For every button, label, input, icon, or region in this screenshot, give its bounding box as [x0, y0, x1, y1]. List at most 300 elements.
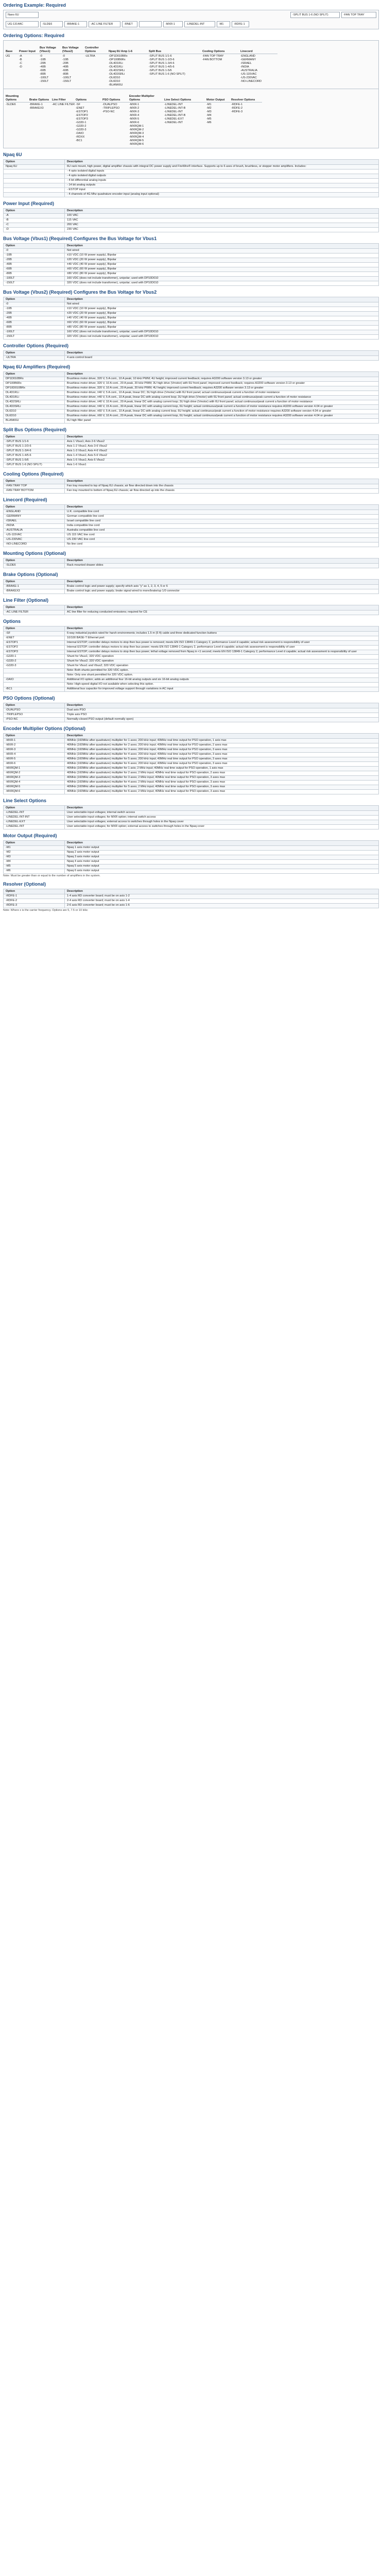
option-description: Fan tray mounted to bottom of Npaq 6U chassis; air flow directed up into the chassis [65, 489, 379, 494]
ordering-column-item: -DL4D3SRLi [109, 73, 125, 76]
option-code: -MXRQM-6 [4, 790, 65, 794]
option-code: -SPLIT BUS 1-5/6 [4, 459, 65, 463]
table-row [4, 454, 379, 459]
ordering-column-item: -DL4D2SRLi [109, 69, 125, 72]
ordering-column-item: -DP1D010BRx [109, 55, 128, 58]
ordering-column-item: -FAN BOTTOM [202, 58, 222, 61]
npaq-table [3, 159, 379, 197]
table-row [4, 739, 379, 743]
code-box-series: Nano 6U [6, 12, 39, 18]
cooling-title: Cooling Options (Required) [3, 471, 64, 477]
ordering-column-item: -MXR-5 [129, 117, 140, 121]
table-row [4, 748, 379, 753]
option-code: -INDIA [4, 524, 65, 529]
option-code: -0 [4, 249, 65, 253]
table-header-desc: Description [65, 580, 379, 585]
ordering-column-item: -MXR-2 [129, 107, 140, 110]
option-description: 6U rack mount, high power, digital amplifier chassis with integral DC power supply and FireWire® interface. Supports up to 6 axes of brush, brushless, or stepper motor amplifiers. Includes: [65, 165, 379, 170]
ordering-column-item: -ENET [76, 107, 84, 110]
ordering-column-item: -M2 [206, 107, 212, 110]
code-box: -M1 [217, 21, 230, 27]
table-row [4, 307, 379, 312]
ordering-column [52, 90, 76, 146]
ordering-column-item: -SPLIT BUS 1-6 (NO SPLIT) [149, 73, 185, 76]
table-header-desc: Description [65, 372, 379, 377]
option-description: 40MHz (160MHz after quadrature) multiplier for 3 axes; 200 kHz input; 40MHz real time output for PSO operation, 3 axes max [65, 748, 379, 753]
option-description: Shunt for Vbus2; 320 VDC operation [65, 659, 379, 664]
power-input-table [3, 208, 379, 232]
option-code: -FAN TRAY BOTTOM [4, 489, 65, 494]
ordering-column-item: -G320-2 [76, 125, 86, 128]
option-description: Axis 1-5 Vbus1; Axis 6 Vbus2 [65, 459, 379, 463]
ordering-column-item: -150LT [40, 80, 49, 83]
ordering-column-item: -M4 [206, 114, 212, 117]
ordering-column-item: -BLANK6U [109, 83, 123, 87]
ordering-column-item: -M6 [206, 121, 212, 124]
table-header-option: Option [4, 351, 65, 356]
option-code: DL4D3SRLi [4, 405, 65, 410]
ordering-column-item: -LINEDEL-INT-B [164, 114, 186, 117]
ordering-column-item: -B [19, 58, 22, 61]
code-box: UG-1314AC [6, 21, 39, 27]
table-row [4, 673, 379, 678]
ordering-column-item: -MXRQM-5 [129, 139, 144, 142]
option-description: AC line filter for reducing conducted emissions; required for CE [65, 611, 379, 615]
option-description: - 4 opto isolated digital outputs [65, 174, 379, 179]
ordering-column [206, 90, 231, 146]
table-row [4, 767, 379, 771]
ordering-column-item: -40B [62, 65, 68, 69]
table-row [4, 228, 379, 232]
table-row [4, 302, 379, 307]
option-description: 40MHz (160MHz after quadrature) multiplier for 5 axes; 2 MHz input; 40MHz real time output for PSO operation, 3 axes max [65, 785, 379, 790]
mounting-table [3, 558, 379, 568]
table-header-option: Option [4, 580, 65, 585]
option-description: ±40 VDC (40 W power supply), Bipolar [65, 263, 379, 267]
ordering-column [240, 42, 277, 87]
table-row [4, 258, 379, 263]
option-code: -A [4, 214, 65, 218]
ordering-column-item: -G320-1 [76, 121, 86, 124]
ordering-column-item: -GERMANY [240, 58, 256, 61]
table-header-desc: Description [65, 351, 379, 356]
table-row [4, 445, 379, 449]
ordering-column-head: Cooling Options [202, 49, 225, 53]
ordering-column [102, 90, 129, 146]
ordering-column-item: -ESTOP3 [76, 117, 88, 121]
ordering-column [62, 42, 85, 87]
table-row [4, 790, 379, 794]
ordering-column-head: Power Input [19, 49, 36, 53]
table-row [4, 183, 379, 188]
ordering-column-item: -ISRAEL [240, 62, 252, 65]
code-box: -BRAKE-1 [64, 21, 87, 27]
ordering-column-item: -10B [40, 58, 46, 61]
section-note: Note: Where x is the carrier frequency. Options are 5, 7.5 or 10 kHz. [3, 908, 89, 912]
table-row [4, 664, 379, 669]
option-description: ±20 VDC (20 W power supply), Bipolar [65, 258, 379, 263]
ordering-column-item: -D [19, 65, 22, 69]
ordering-column-head: Controller Options [85, 46, 99, 53]
cooling-section [3, 471, 379, 494]
option-description: Npaq 3 axis motor output [65, 855, 379, 860]
option-description: Brushless motor driver, 320 V, 5 A cont., 10 A peak; 10 kHz PWM; 4U height; improved current feedback; requires A3200 software version 3.13 or greater [65, 377, 379, 382]
table-row [4, 223, 379, 228]
table-row [4, 683, 379, 687]
option-code: -M6 [4, 869, 65, 874]
option-description: User selectable input voltages; internal switch access [65, 811, 379, 816]
ordering-column-head: Npaq 6U Amp 1-6 [109, 49, 133, 53]
option-description: Normally-closed PSO output (default normally open) [65, 718, 379, 722]
ordering-column-head: Linecord [240, 49, 253, 53]
ordering-example-title: Ordering Example: Required [3, 3, 66, 8]
ordering-column-item: -20B [62, 62, 68, 65]
table-row [4, 785, 379, 790]
option-description: Brushless motor driver, ±60 V, 5 A cont., 10 A peak, linear DC with analog current loop, 6U height; actual continuous/peak current a function of motor resistance requires A3200 software version 4.04 or greater [65, 410, 379, 414]
table-row [4, 650, 379, 655]
table-row [4, 899, 379, 903]
ordering-options-grid-2 [4, 89, 378, 148]
ordering-column-head: Mounting Options [6, 95, 19, 101]
ordering-column-head: Base [6, 49, 13, 53]
option-description: - 4 opto isolated digital inputs [65, 170, 379, 174]
table-row [4, 816, 379, 820]
ordering-example-code-row [4, 20, 378, 29]
option-description: User selectable input voltages; for MXR option; external access to switches through holes in the Npaq cover [65, 825, 379, 829]
table-header-option: Option [4, 734, 65, 739]
controller-title: Controller Options (Required) [3, 343, 68, 348]
line-select-section [3, 798, 379, 829]
amplifiers-section [3, 364, 379, 423]
table-row [4, 538, 379, 543]
code-box: -LINEDEL-INT [184, 21, 215, 27]
table-row [4, 356, 379, 361]
option-description: - 14 bit analog outputs [65, 183, 379, 188]
option-description: Shunt for Vbus1 and Vbus2; 320 VDC operation [65, 664, 379, 669]
table-row [4, 249, 379, 253]
ordering-options-grid-1 [4, 41, 378, 89]
option-description: 230 VAC [65, 228, 379, 232]
table-row [4, 678, 379, 683]
ordering-column [149, 42, 202, 87]
option-code: -DUALPSO [4, 708, 65, 713]
encoder-section [3, 726, 379, 794]
ordering-column-item: -80B [40, 73, 46, 76]
option-description: 115 VAC [65, 218, 379, 223]
table-row [4, 386, 379, 391]
option-code: -MXRQM-5 [4, 785, 65, 790]
option-description: 40MHz (160MHz after quadrature) multiplier for 4 axes; 200 kHz input; 40MHz real time output for PSO operation, 3 axes max [65, 753, 379, 757]
option-tables [3, 152, 379, 912]
option-code: -M4 [4, 860, 65, 865]
option-code: -MXRQM-1 [4, 767, 65, 771]
split-bus-table [3, 434, 379, 468]
option-code: -MXR-3 [4, 748, 65, 753]
option-code: -SF [4, 632, 65, 636]
ordering-column-item: UG [6, 55, 10, 58]
ordering-column-item: -ESTOP1 [76, 110, 88, 113]
table-row [4, 281, 379, 286]
ordering-column-item: -BRAKE-1 [29, 103, 43, 106]
option-code: -MXR-2 [4, 743, 65, 748]
brake-title: Brake Options (Optional) [3, 572, 58, 577]
table-header-desc: Description [65, 297, 379, 302]
section-note: Note: Must be greater than or equal to the number of amplifiers in the system. [3, 874, 100, 877]
option-code: -LINEDEL-INT [4, 811, 65, 816]
table-header-option: Option [4, 841, 65, 846]
option-code: -TRIPLEPSO [4, 713, 65, 718]
table-header-option: Option [4, 806, 65, 811]
ordering-example-box [3, 10, 379, 29]
table-row [4, 335, 379, 340]
option-code: -ISRAEL [4, 519, 65, 524]
pso-table [3, 703, 379, 722]
option-code: DP1D010BRx [4, 377, 65, 382]
table-row [4, 459, 379, 463]
option-code: DP10D010BRx [4, 386, 65, 391]
option-code: -RDFE-3 [4, 903, 65, 908]
ordering-column-item: -US-115VAC [240, 73, 257, 76]
option-description: 320 VDC (does not include transformer), unipolar; used with DP10D010 [65, 281, 379, 286]
table-row [4, 330, 379, 335]
table-header-option: Option [4, 244, 65, 249]
option-code: BLANK6U [4, 419, 65, 423]
option-description: Npaq 1 axis motor output [65, 846, 379, 851]
table-header-option: Option [4, 605, 65, 611]
ordering-column [76, 90, 102, 146]
table-row [4, 377, 379, 382]
ordering-column-item: -SLDE6 [6, 103, 16, 106]
option-description: ±40 VDC (40 W power supply), Bipolar [65, 316, 379, 321]
ordering-column-item: -M5 [206, 117, 212, 121]
option-code: -G320-2 [4, 659, 65, 664]
ordering-column-item: -DL4D1RLi [109, 65, 123, 69]
options-title: Options [3, 619, 21, 624]
option-code [4, 193, 65, 197]
table-row [4, 515, 379, 519]
power-input-section [3, 201, 379, 232]
option-description: 40MHz (160MHz after quadrature) multiplier for 2 axes; 200 kHz input; 40MHz real time output for PSO operation, 2 axes max [65, 743, 379, 748]
option-description: 200 VAC [65, 223, 379, 228]
option-description: 40MHz (160MHz after quadrature) multiplier for 5 axes; 200 kHz input; 40MHz real time output for PSO operation, 3 axes max [65, 757, 379, 762]
npaq-title: Npaq 6U [3, 152, 22, 157]
table-row [4, 894, 379, 899]
option-description: Internal ESTOP; controller delays motors to stop then bus power; lethal voltage removed from Npaq in <1 second; meets EN ISO 13849-1 Category 2, performance Level d capable; actual risk assessment is responsibility of user [65, 650, 379, 655]
ordering-column-item: -NO-LINECORD [240, 80, 262, 83]
option-description: US 230 VAC line cord [65, 538, 379, 543]
split-bus-title: Split Bus Options (Required) [3, 427, 66, 432]
ordering-column-head: Split Bus [149, 49, 162, 53]
table-header-desc: Description [65, 841, 379, 846]
option-code: -BRAKEX3 [4, 589, 65, 594]
table-row [4, 410, 379, 414]
table-header-option: Option [4, 435, 65, 440]
ordering-column-item: -0 [62, 55, 65, 58]
option-code: -DAIO [4, 678, 65, 683]
option-code: -100LT [4, 277, 65, 281]
option-description: Additional I/O option; adds an additional four 16-bit analog outputs and six 16-bit analog outputs [65, 678, 379, 683]
table-row [4, 419, 379, 423]
ordering-column-item: -SPLIT BUS 1-3/4-6 [149, 62, 175, 65]
option-code: DL4D1RLi [4, 391, 65, 396]
option-description: Dual axis PSO [65, 708, 379, 713]
ordering-column-item: -100LT [62, 76, 72, 79]
ordering-column [19, 42, 40, 87]
option-description: Shunt for Vbus1; 320 VDC operation [65, 655, 379, 659]
table-row [4, 708, 379, 713]
option-description: Australia compatible line cord [65, 529, 379, 533]
table-header-desc: Description [65, 889, 379, 894]
code-box: -AC LINE FILTER [89, 21, 120, 27]
amplifiers-title: Npaq 6U Amplifiers (Required) [3, 364, 71, 369]
ordering-column-item: -G320-3 [76, 128, 86, 131]
table-row [4, 687, 379, 692]
option-code: -M1 [4, 846, 65, 851]
option-code: -10B [4, 253, 65, 258]
table-row [4, 489, 379, 494]
code-box: -MXR-1 [163, 21, 183, 27]
option-code: -ENET [4, 636, 65, 641]
pso-title: PSO Options (Optional) [3, 696, 55, 701]
encoder-title: Encoder Multiplier Options (Optional) [3, 726, 85, 731]
option-description: 40MHz (160MHz after quadrature) multiplier for 6 axes; 2 MHz input; 40MHz real time output for PSO operation, 3 axes max [65, 790, 379, 794]
table-row [4, 449, 379, 454]
option-code: -40B [4, 316, 65, 321]
table-row [4, 776, 379, 781]
ordering-column-item: -SF [76, 103, 81, 106]
option-description: Npaq 4 axis motor output [65, 860, 379, 865]
option-description: User selectable input voltages; external access to switches through holes in the Npaq cover [65, 820, 379, 825]
option-code: -60B [4, 267, 65, 272]
option-description: Axis 1-3 Vbus1; Axis 4-6 Vbus2 [65, 449, 379, 454]
option-description: ±10 VDC (10 W power supply), Bipolar [65, 307, 379, 312]
code-box-fan: -FAN TOP TRAY [341, 12, 376, 18]
option-code: -FAN TRAY TOP [4, 484, 65, 489]
ordering-column-item: -MXRQM-4 [129, 135, 144, 139]
option-code: -GERMANY [4, 515, 65, 519]
table-row [4, 316, 379, 321]
table-row [4, 277, 379, 281]
table-row [4, 811, 379, 816]
option-description: Npaq 2 axis motor output [65, 851, 379, 855]
table-row [4, 655, 379, 659]
ordering-column-item: -ESTOP2 [76, 114, 88, 117]
table-header-desc: Description [65, 626, 379, 632]
brake-section [3, 572, 379, 594]
table-row [4, 391, 379, 396]
option-description: 40MHz (160MHz after quadrature) multiplier for 1 axes; 200 kHz input; 40MHz real time output for PSO operation, 1 axis max [65, 739, 379, 743]
table-row [4, 165, 379, 170]
linecord-section [3, 497, 379, 547]
vbus1-section [3, 236, 379, 286]
table-header-desc: Description [65, 605, 379, 611]
table-row [4, 272, 379, 277]
table-row [4, 396, 379, 400]
ordering-column [6, 42, 19, 87]
ordering-column-item: -100LT [40, 76, 49, 79]
ordering-column-item: -SPLIT BUS 1-5/6 [149, 69, 172, 72]
option-code: DL4D1RLi [4, 396, 65, 400]
table-header-desc: Description [65, 806, 379, 811]
table-row [4, 564, 379, 568]
controller-table [3, 350, 379, 361]
line-filter-table [3, 605, 379, 615]
option-description: Npaq 5 axis motor output [65, 865, 379, 869]
option-code: -SLDE6 [4, 564, 65, 568]
option-code: -B [4, 218, 65, 223]
brake-table [3, 579, 379, 594]
option-description: No line cord [65, 543, 379, 547]
table-row [4, 529, 379, 533]
option-code [4, 683, 65, 687]
table-row [4, 585, 379, 589]
ordering-column-item: -MXR-6 [129, 121, 140, 124]
ordering-column-item: -DL6D10 [109, 80, 120, 83]
table-row [4, 589, 379, 594]
ordering-column-item: -MXRQM-1 [129, 125, 144, 128]
option-description: Rack mounted drawer slides [65, 564, 379, 568]
ordering-column-item: -DAIO [76, 132, 84, 135]
controller-section [3, 343, 379, 361]
table-row [4, 174, 379, 179]
options-section [3, 619, 379, 692]
table-row [4, 170, 379, 174]
ordering-column-item: -DL4D1RLi [109, 62, 123, 65]
ordering-column [129, 90, 164, 146]
option-code: -AUSTRALIA [4, 529, 65, 533]
ordering-column-head: Brake Options [29, 98, 49, 101]
option-description: Note: Only one shunt permitted for 320 VDC option. [65, 673, 379, 678]
power-input-title: Power Input (Required) [3, 201, 54, 206]
ordering-column [164, 90, 206, 146]
ordering-column-item: -RDXX [76, 135, 85, 139]
table-row [4, 903, 379, 908]
ordering-column-item: -LINEDEL-INT [164, 103, 183, 106]
table-header-desc: Description [65, 479, 379, 484]
option-description: Israel compatible line cord [65, 519, 379, 524]
option-code [4, 179, 65, 183]
ordering-options-section [3, 33, 379, 148]
option-description: 4 axis control board [65, 356, 379, 361]
ordering-column [231, 90, 262, 146]
option-description: 2-6 axis RD converter board; must be on axis 1-6 [65, 903, 379, 908]
ordering-column-item: -SPLIT BUS 1-4/5-6 [149, 65, 175, 69]
page [0, 0, 382, 914]
option-code: -ULTRA [4, 356, 65, 361]
ordering-column-item: -DUALPSO [102, 103, 117, 106]
ordering-options-title: Ordering Options: Required [3, 33, 65, 38]
option-description: 40MHz (160MHz after quadrature) multiplier for 6 axes; 200 kHz input; 40MHz real time output for PSO operation, 3 axes max [65, 762, 379, 767]
motor-output-section [3, 833, 379, 878]
option-description: Axis 1 Vbus1; Axis 2-6 Vbus2 [65, 440, 379, 445]
code-box-split: -SPLIT BUS 1-6 (NO SPLIT) [290, 12, 340, 18]
option-description: Note: Both shunts permitted for 320 VDC option. [65, 669, 379, 673]
ordering-column-head: Encoder Multiplier Options [129, 95, 154, 101]
table-row [4, 762, 379, 767]
option-description: 40MHz (160MHz after quadrature) multiplier for 2 axes; 2 MHz input; 40MHz real time output for PSO operation, 2 axes max [65, 771, 379, 776]
ordering-column-item: -RDFE-3 [231, 110, 243, 113]
ordering-column [85, 42, 109, 87]
option-code: DL4D2SRLi [4, 400, 65, 405]
option-code: -80B [4, 272, 65, 277]
ordering-column-item: -LINEDEL-INT [164, 121, 183, 124]
vbus1-table [3, 243, 379, 286]
ordering-column-item: -ULTRA [85, 55, 95, 58]
option-code: -ENGLAND [4, 510, 65, 515]
table-row [4, 533, 379, 538]
option-code: -SPLIT BUS 1-3/4-6 [4, 449, 65, 454]
split-bus-section [3, 427, 379, 468]
